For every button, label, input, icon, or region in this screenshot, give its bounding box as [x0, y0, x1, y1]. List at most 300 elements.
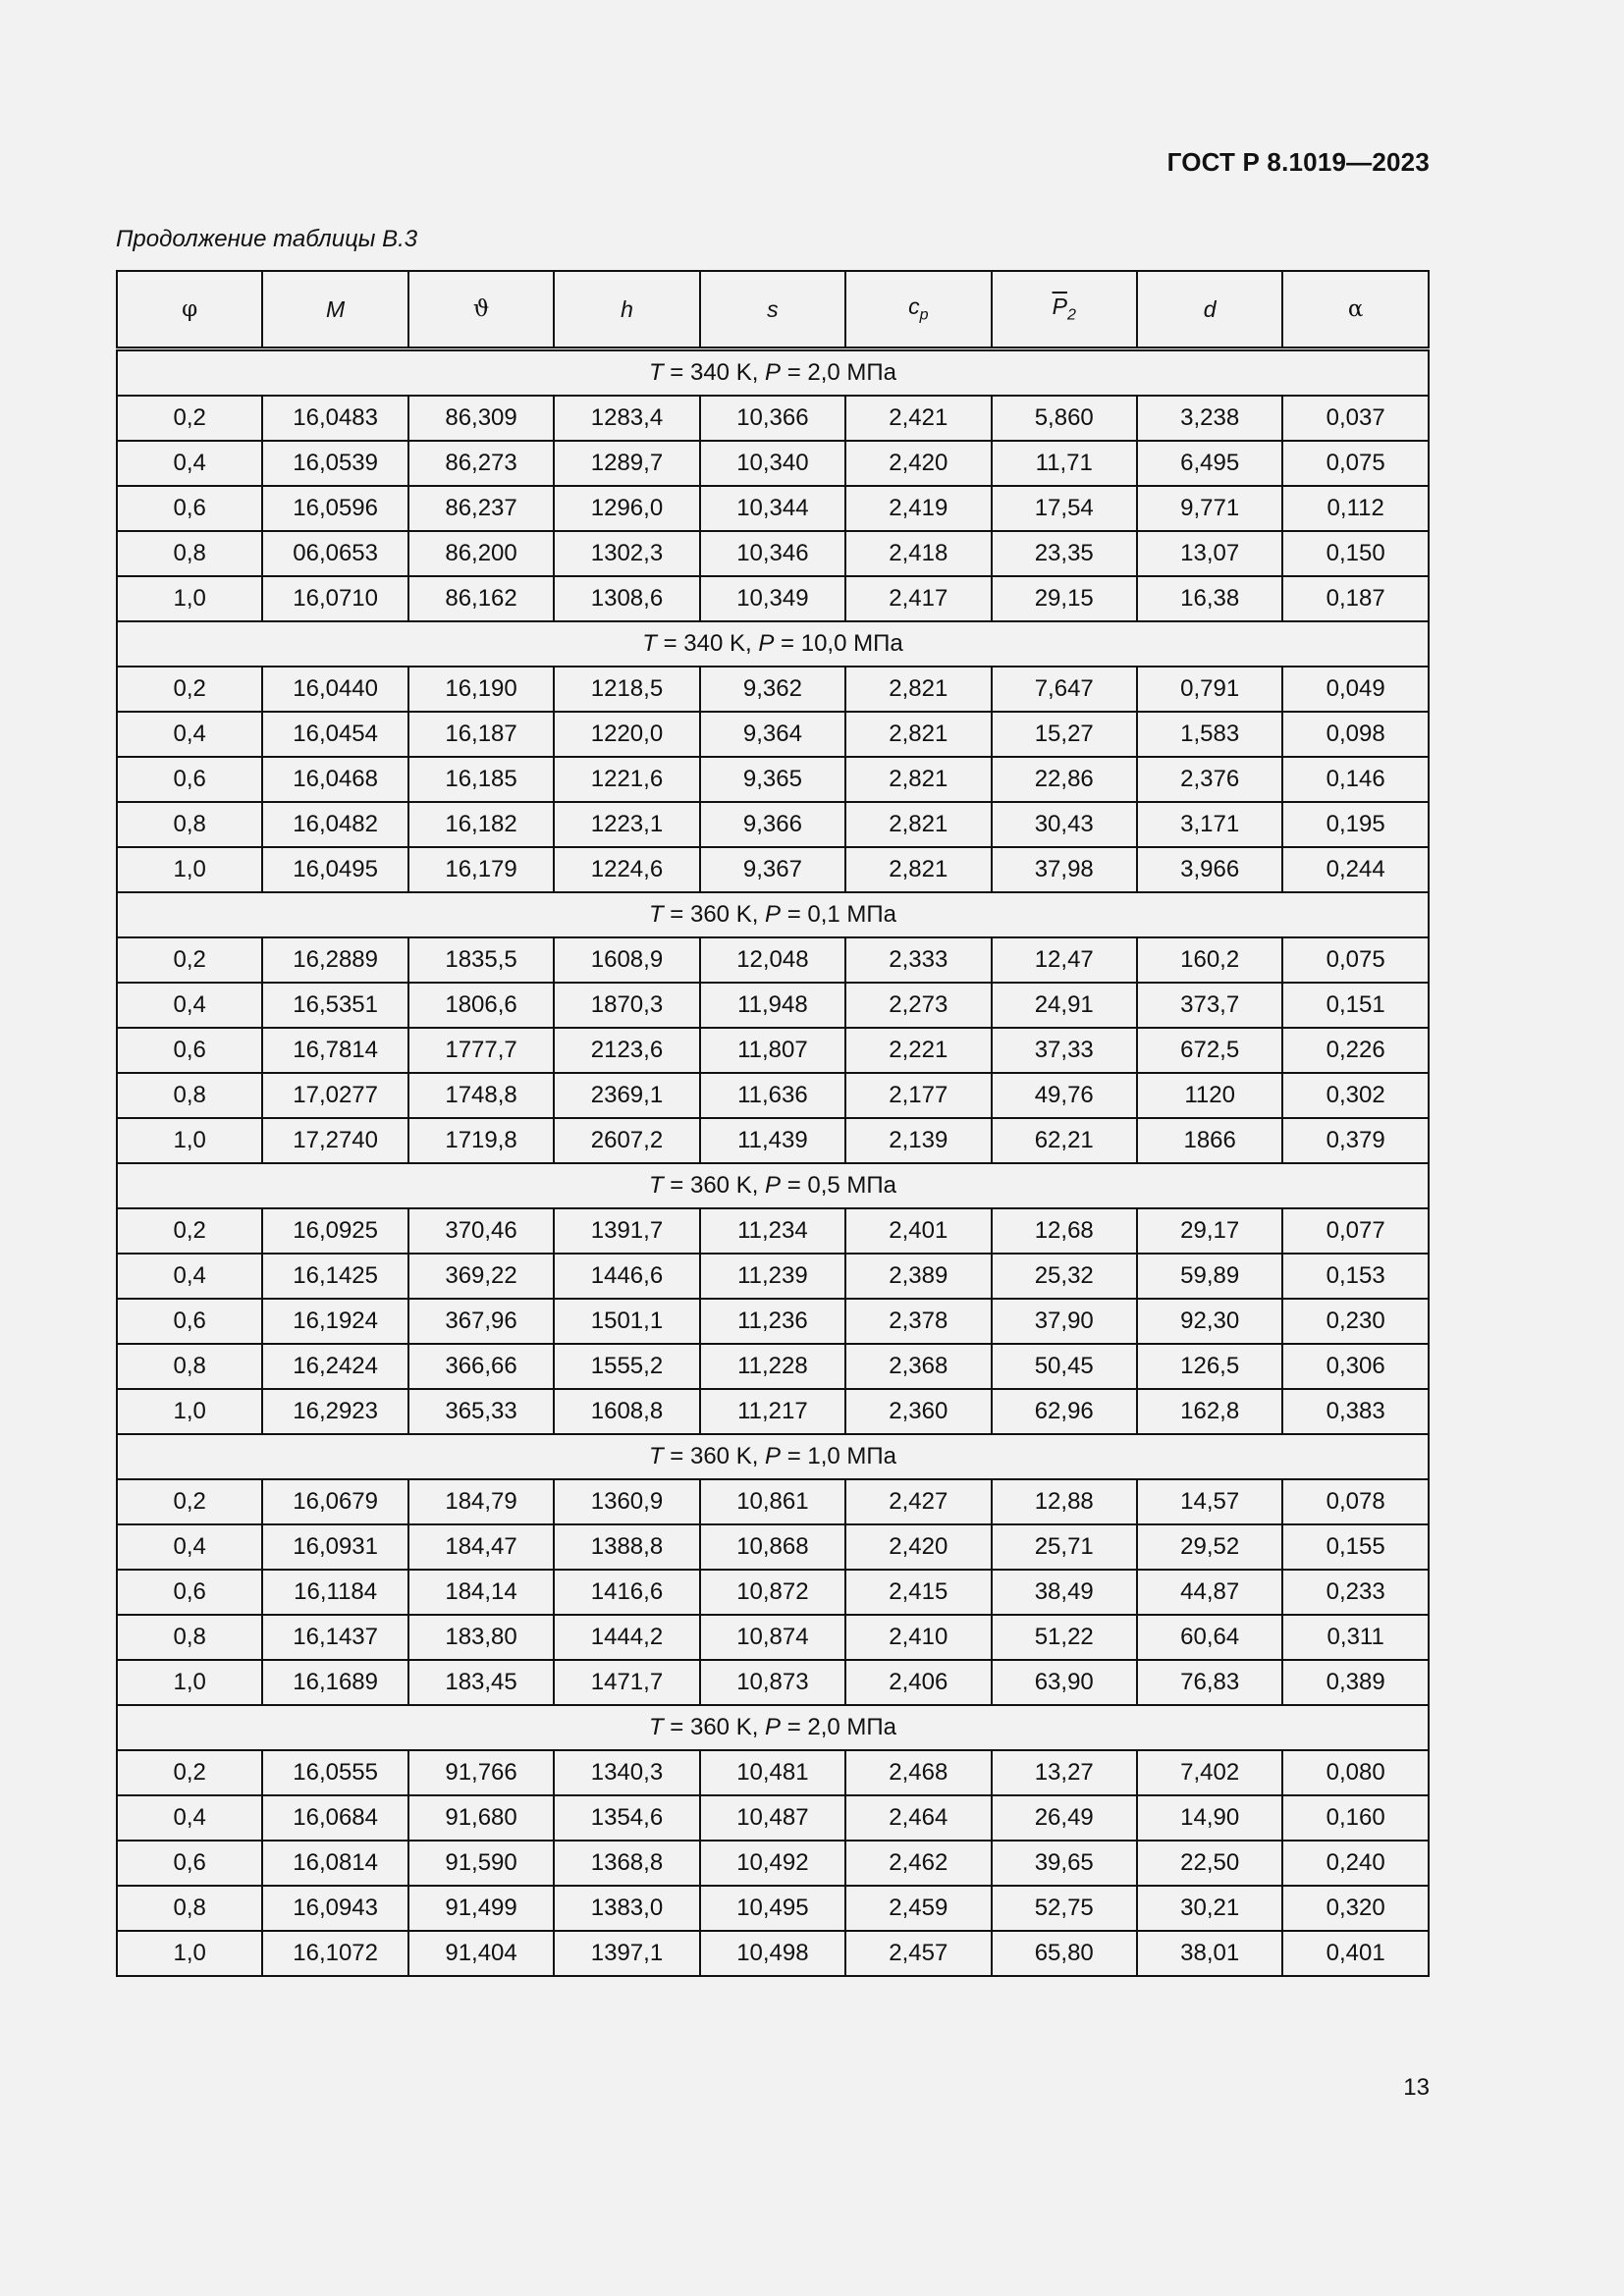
column-header-theta: ϑ [408, 271, 554, 349]
table-cell: 9,365 [700, 757, 845, 802]
table-cell: 11,239 [700, 1254, 845, 1299]
table-body [117, 349, 1429, 1977]
pressure-value: = 2,0 МПа [781, 1714, 897, 1740]
table-cell: 65,80 [992, 1931, 1137, 1976]
temperature-value: = 360 K, [663, 1443, 766, 1469]
table-cell: 16,0555 [262, 1750, 407, 1795]
table-row [117, 1570, 1429, 1615]
table-cell: 184,79 [408, 1479, 554, 1524]
table-cell: 0,302 [1282, 1073, 1429, 1118]
table-row [117, 1389, 1429, 1434]
table-cell: 2,406 [845, 1660, 991, 1705]
table-cell: 0,2 [117, 1479, 262, 1524]
table-cell: 0,6 [117, 486, 262, 531]
table-cell: 1446,6 [554, 1254, 699, 1299]
table-cell: 2,821 [845, 847, 991, 892]
table-cell: 16,0679 [262, 1479, 407, 1524]
table-cell: 1870,3 [554, 983, 699, 1028]
table-cell: 1308,6 [554, 576, 699, 621]
table-cell: 0,8 [117, 1615, 262, 1660]
group-header [117, 349, 1429, 397]
table-cell: 0,2 [117, 396, 262, 441]
pressure-value: = 2,0 МПа [781, 359, 897, 386]
table-cell: 0,4 [117, 1254, 262, 1299]
table-cell: 2,457 [845, 1931, 991, 1976]
p2-symbol: $\overline{P}$ [1052, 294, 1067, 320]
table-cell: 2,821 [845, 757, 991, 802]
table-cell: 16,1437 [262, 1615, 407, 1660]
group-header [117, 1705, 1429, 1750]
table-cell: 11,217 [700, 1389, 845, 1434]
table-cell: 1220,0 [554, 712, 699, 757]
pressure-symbol: P [765, 1172, 782, 1199]
table-cell: 76,83 [1137, 1660, 1282, 1705]
table-cell: 0,8 [117, 1344, 262, 1389]
table-cell: 0,389 [1282, 1660, 1429, 1705]
table-cell: 16,0495 [262, 847, 407, 892]
table-cell: 1391,7 [554, 1208, 699, 1254]
column-header-m: M [262, 271, 407, 349]
table-cell: 1444,2 [554, 1615, 699, 1660]
group-header-row [117, 1163, 1429, 1208]
table-cell: 184,14 [408, 1570, 554, 1615]
table-row [117, 847, 1429, 892]
table-cell: 0,075 [1282, 937, 1429, 983]
table-cell: 1,0 [117, 847, 262, 892]
table-cell: 12,88 [992, 1479, 1137, 1524]
table-cell: 91,590 [408, 1841, 554, 1886]
table-cell: 0,233 [1282, 1570, 1429, 1615]
temperature-value: = 360 K, [663, 1714, 766, 1740]
table-cell: 1,0 [117, 1389, 262, 1434]
table-cell: 91,404 [408, 1931, 554, 1976]
table-cell: 50,45 [992, 1344, 1137, 1389]
table-cell: 60,64 [1137, 1615, 1282, 1660]
pressure-value: = 1,0 МПа [781, 1443, 897, 1469]
table-cell: 63,90 [992, 1660, 1137, 1705]
table-cell: 373,7 [1137, 983, 1282, 1028]
table-cell: 30,43 [992, 802, 1137, 847]
table-cell: 16,0539 [262, 441, 407, 486]
table-cell: 2,139 [845, 1118, 991, 1163]
group-header [117, 1434, 1429, 1479]
table-cell: 0,4 [117, 1795, 262, 1841]
table-cell: 14,57 [1137, 1479, 1282, 1524]
table-cell: 0,080 [1282, 1750, 1429, 1795]
table-cell: 1,0 [117, 576, 262, 621]
table-cell: 17,0277 [262, 1073, 407, 1118]
table-cell: 1296,0 [554, 486, 699, 531]
table-cell: 1,0 [117, 1660, 262, 1705]
data-table [116, 270, 1430, 1977]
table-cell: 1,583 [1137, 712, 1282, 757]
table-cell: 2,221 [845, 1028, 991, 1073]
table-cell: 0,146 [1282, 757, 1429, 802]
table-cell: 370,46 [408, 1208, 554, 1254]
table-cell: 16,1924 [262, 1299, 407, 1344]
table-cell: 9,367 [700, 847, 845, 892]
table-cell: 1748,8 [408, 1073, 554, 1118]
table-cell: 59,89 [1137, 1254, 1282, 1299]
table-cell: 1835,5 [408, 937, 554, 983]
pressure-value: = 0,5 МПа [781, 1172, 897, 1199]
table-cell: 0,037 [1282, 396, 1429, 441]
table-cell: 1289,7 [554, 441, 699, 486]
table-cell: 11,228 [700, 1344, 845, 1389]
table-cell: 16,2923 [262, 1389, 407, 1434]
table-cell: 0,244 [1282, 847, 1429, 892]
group-header [117, 1163, 1429, 1208]
table-cell: 0,6 [117, 1299, 262, 1344]
table-cell: 16,1184 [262, 1570, 407, 1615]
temperature-symbol: T [648, 1443, 664, 1469]
table-cell: 7,402 [1137, 1750, 1282, 1795]
temperature-value: = 340 K, [663, 359, 766, 386]
table-cell: 1283,4 [554, 396, 699, 441]
table-cell: 3,171 [1137, 802, 1282, 847]
table-cell: 49,76 [992, 1073, 1137, 1118]
group-header-row [117, 1434, 1429, 1479]
table-cell: 38,01 [1137, 1931, 1282, 1976]
table-cell: 11,807 [700, 1028, 845, 1073]
table-cell: 183,45 [408, 1660, 554, 1705]
table-row [117, 1073, 1429, 1118]
table-cell: 16,0710 [262, 576, 407, 621]
table-cell: 11,71 [992, 441, 1137, 486]
table-cell: 0,320 [1282, 1886, 1429, 1931]
table-cell: 11,234 [700, 1208, 845, 1254]
table-cell: 2,273 [845, 983, 991, 1028]
table-cell: 10,344 [700, 486, 845, 531]
table-cell: 1501,1 [554, 1299, 699, 1344]
table-cell: 1777,7 [408, 1028, 554, 1073]
group-header-row [117, 1705, 1429, 1750]
group-header-row [117, 349, 1429, 397]
table-cell: 184,47 [408, 1524, 554, 1570]
table-cell: 369,22 [408, 1254, 554, 1299]
table-cell: 10,498 [700, 1931, 845, 1976]
column-header-phi: φ [117, 271, 262, 349]
table-cell: 10,861 [700, 1479, 845, 1524]
table-cell: 10,868 [700, 1524, 845, 1570]
table-cell: 10,346 [700, 531, 845, 576]
table-cell: 1221,6 [554, 757, 699, 802]
table-cell: 16,0468 [262, 757, 407, 802]
table-row [117, 1479, 1429, 1524]
table-cell: 1416,6 [554, 1570, 699, 1615]
table-cell: 2,410 [845, 1615, 991, 1660]
table-cell: 10,349 [700, 576, 845, 621]
table-row [117, 486, 1429, 531]
pressure-value: = 0,1 МПа [781, 901, 897, 928]
table-cell: 2,821 [845, 667, 991, 712]
table-cell: 2,468 [845, 1750, 991, 1795]
table-cell: 0,8 [117, 531, 262, 576]
pressure-value: = 10,0 МПа [774, 630, 903, 657]
table-cell: 162,8 [1137, 1389, 1282, 1434]
table-cell: 1368,8 [554, 1841, 699, 1886]
table-cell: 1719,8 [408, 1118, 554, 1163]
table-cell: 183,80 [408, 1615, 554, 1660]
table-cell: 1223,1 [554, 802, 699, 847]
table-cell: 0,6 [117, 1570, 262, 1615]
table-cell: 2,421 [845, 396, 991, 441]
table-cell: 16,185 [408, 757, 554, 802]
table-cell: 16,0454 [262, 712, 407, 757]
table-cell: 0,6 [117, 1028, 262, 1073]
table-cell: 16,187 [408, 712, 554, 757]
table-cell: 0,4 [117, 441, 262, 486]
temperature-symbol: T [648, 359, 664, 386]
cp-symbol: c [908, 294, 920, 320]
table-cell: 10,873 [700, 1660, 845, 1705]
temperature-value: = 340 K, [656, 630, 759, 657]
table-cell: 10,874 [700, 1615, 845, 1660]
table-cell: 91,680 [408, 1795, 554, 1841]
table-row [117, 1795, 1429, 1841]
table-row [117, 441, 1429, 486]
column-header-s: s [700, 271, 845, 349]
table-cell: 1120 [1137, 1073, 1282, 1118]
table-cell: 3,966 [1137, 847, 1282, 892]
table-cell: 0,4 [117, 712, 262, 757]
table-cell: 86,273 [408, 441, 554, 486]
table-cell: 2,418 [845, 531, 991, 576]
table-cell: 16,190 [408, 667, 554, 712]
table-cell: 2123,6 [554, 1028, 699, 1073]
table-cell: 1,0 [117, 1931, 262, 1976]
table-cell: 2,368 [845, 1344, 991, 1389]
table-cell: 0,098 [1282, 712, 1429, 757]
column-header-cp [845, 271, 991, 349]
table-cell: 51,22 [992, 1615, 1137, 1660]
table-cell: 9,362 [700, 667, 845, 712]
table-row [117, 757, 1429, 802]
table-cell: 0,230 [1282, 1299, 1429, 1344]
table-row [117, 1118, 1429, 1163]
table-cell: 10,487 [700, 1795, 845, 1841]
table-cell: 3,238 [1137, 396, 1282, 441]
table-cell: 0,160 [1282, 1795, 1429, 1841]
table-cell: 367,96 [408, 1299, 554, 1344]
table-cell: 2,462 [845, 1841, 991, 1886]
table-cell: 25,32 [992, 1254, 1137, 1299]
table-cell: 6,495 [1137, 441, 1282, 486]
table-cell: 23,35 [992, 531, 1137, 576]
table-cell: 0,077 [1282, 1208, 1429, 1254]
group-header [117, 892, 1429, 937]
table-row [117, 983, 1429, 1028]
table-cell: 1555,2 [554, 1344, 699, 1389]
table-cell: 2,420 [845, 441, 991, 486]
table-cell: 0,187 [1282, 576, 1429, 621]
table-cell: 365,33 [408, 1389, 554, 1434]
table-cell: 126,5 [1137, 1344, 1282, 1389]
table-cell: 16,0440 [262, 667, 407, 712]
temperature-symbol: T [648, 1714, 664, 1740]
pressure-symbol: P [765, 1443, 782, 1469]
table-cell: 29,17 [1137, 1208, 1282, 1254]
table-cell: 91,499 [408, 1886, 554, 1931]
table-cell: 0,383 [1282, 1389, 1429, 1434]
table-cell: 0,379 [1282, 1118, 1429, 1163]
table-cell: 9,366 [700, 802, 845, 847]
table-cell: 16,0483 [262, 396, 407, 441]
table-cell: 0,078 [1282, 1479, 1429, 1524]
table-row [117, 396, 1429, 441]
table-cell: 16,0931 [262, 1524, 407, 1570]
table-cell: 06,0653 [262, 531, 407, 576]
table-row [117, 1841, 1429, 1886]
table-cell: 12,68 [992, 1208, 1137, 1254]
table-cell: 1,0 [117, 1118, 262, 1163]
table-header-row [117, 271, 1429, 349]
table-cell: 0,6 [117, 1841, 262, 1886]
group-header [117, 621, 1429, 667]
group-header-row [117, 621, 1429, 667]
table-row [117, 1299, 1429, 1344]
table-cell: 16,1425 [262, 1254, 407, 1299]
table-cell: 672,5 [1137, 1028, 1282, 1073]
table-cell: 10,872 [700, 1570, 845, 1615]
table-cell: 1608,9 [554, 937, 699, 983]
table-cell: 0,2 [117, 667, 262, 712]
table-cell: 2,420 [845, 1524, 991, 1570]
table-cell: 16,179 [408, 847, 554, 892]
column-header-d: d [1137, 271, 1282, 349]
table-row [117, 1028, 1429, 1073]
table-cell: 0,8 [117, 1073, 262, 1118]
table-cell: 0,075 [1282, 441, 1429, 486]
table-cell: 16,38 [1137, 576, 1282, 621]
table-row [117, 1660, 1429, 1705]
table-cell: 30,21 [1137, 1886, 1282, 1931]
table-cell: 0,226 [1282, 1028, 1429, 1073]
table-cell: 5,860 [992, 396, 1137, 441]
table-cell: 2,419 [845, 486, 991, 531]
table-cell: 0,240 [1282, 1841, 1429, 1886]
table-cell: 24,91 [992, 983, 1137, 1028]
table-cell: 1471,7 [554, 1660, 699, 1705]
table-cell: 62,21 [992, 1118, 1137, 1163]
table-caption: Продолжение таблицы В.3 [116, 226, 418, 252]
table-cell: 160,2 [1137, 937, 1282, 983]
column-header-alpha: α [1282, 271, 1429, 349]
table-row [117, 531, 1429, 576]
table-cell: 1302,3 [554, 531, 699, 576]
table-row [117, 576, 1429, 621]
table-row [117, 1886, 1429, 1931]
pressure-symbol: P [765, 901, 782, 928]
table-cell: 0,306 [1282, 1344, 1429, 1389]
table-cell: 10,495 [700, 1886, 845, 1931]
table-cell: 14,90 [1137, 1795, 1282, 1841]
table-cell: 0,151 [1282, 983, 1429, 1028]
table-cell: 0,150 [1282, 531, 1429, 576]
temperature-value: = 360 K, [663, 901, 766, 928]
table-cell: 366,66 [408, 1344, 554, 1389]
table-cell: 2,333 [845, 937, 991, 983]
table-cell: 16,0814 [262, 1841, 407, 1886]
table-cell: 2,378 [845, 1299, 991, 1344]
table-cell: 0,2 [117, 1208, 262, 1254]
table-cell: 16,0596 [262, 486, 407, 531]
table-cell: 16,182 [408, 802, 554, 847]
table-cell: 26,49 [992, 1795, 1137, 1841]
table-cell: 86,200 [408, 531, 554, 576]
table-cell: 0,2 [117, 1750, 262, 1795]
table-cell: 2607,2 [554, 1118, 699, 1163]
table-cell: 91,766 [408, 1750, 554, 1795]
table-cell: 37,98 [992, 847, 1137, 892]
table-cell: 1354,6 [554, 1795, 699, 1841]
table-cell: 1218,5 [554, 667, 699, 712]
pressure-symbol: P [765, 1714, 782, 1740]
table-cell: 2,821 [845, 712, 991, 757]
table-cell: 0,153 [1282, 1254, 1429, 1299]
cp-subscript: p [919, 305, 929, 324]
table-cell: 1224,6 [554, 847, 699, 892]
table-cell: 0,8 [117, 1886, 262, 1931]
table-cell: 86,162 [408, 576, 554, 621]
temperature-value: = 360 K, [663, 1172, 766, 1199]
table-cell: 22,86 [992, 757, 1137, 802]
table-cell: 2,177 [845, 1073, 991, 1118]
table-cell: 2,360 [845, 1389, 991, 1434]
table-row [117, 937, 1429, 983]
table-cell: 38,49 [992, 1570, 1137, 1615]
table-cell: 0,311 [1282, 1615, 1429, 1660]
table-cell: 1360,9 [554, 1479, 699, 1524]
table-cell: 16,0482 [262, 802, 407, 847]
table-cell: 2,427 [845, 1479, 991, 1524]
table-row [117, 1254, 1429, 1299]
table-cell: 0,195 [1282, 802, 1429, 847]
column-header-p2 [992, 271, 1137, 349]
table-cell: 7,647 [992, 667, 1137, 712]
table-cell: 1388,8 [554, 1524, 699, 1570]
table-cell: 0,4 [117, 983, 262, 1028]
p2-subscript: 2 [1066, 305, 1076, 324]
table-cell: 16,2889 [262, 937, 407, 983]
table-cell: 25,71 [992, 1524, 1137, 1570]
table-cell: 16,2424 [262, 1344, 407, 1389]
table-cell: 16,7814 [262, 1028, 407, 1073]
table-cell: 11,439 [700, 1118, 845, 1163]
table-cell: 16,0684 [262, 1795, 407, 1841]
table-cell: 10,366 [700, 396, 845, 441]
table-cell: 0,401 [1282, 1931, 1429, 1976]
table-cell: 0,112 [1282, 486, 1429, 531]
table-cell: 0,791 [1137, 667, 1282, 712]
table-cell: 1608,8 [554, 1389, 699, 1434]
table-cell: 11,636 [700, 1073, 845, 1118]
table-cell: 2,415 [845, 1570, 991, 1615]
column-header-h: h [554, 271, 699, 349]
table-cell: 16,0925 [262, 1208, 407, 1254]
pressure-symbol: P [758, 630, 775, 657]
table-cell: 1806,6 [408, 983, 554, 1028]
table-cell: 2369,1 [554, 1073, 699, 1118]
table-cell: 22,50 [1137, 1841, 1282, 1886]
table-cell: 92,30 [1137, 1299, 1282, 1344]
table-cell: 2,417 [845, 576, 991, 621]
table-cell: 17,2740 [262, 1118, 407, 1163]
table-cell: 0,6 [117, 757, 262, 802]
table-cell: 2,401 [845, 1208, 991, 1254]
table-cell: 17,54 [992, 486, 1137, 531]
table-cell: 2,376 [1137, 757, 1282, 802]
